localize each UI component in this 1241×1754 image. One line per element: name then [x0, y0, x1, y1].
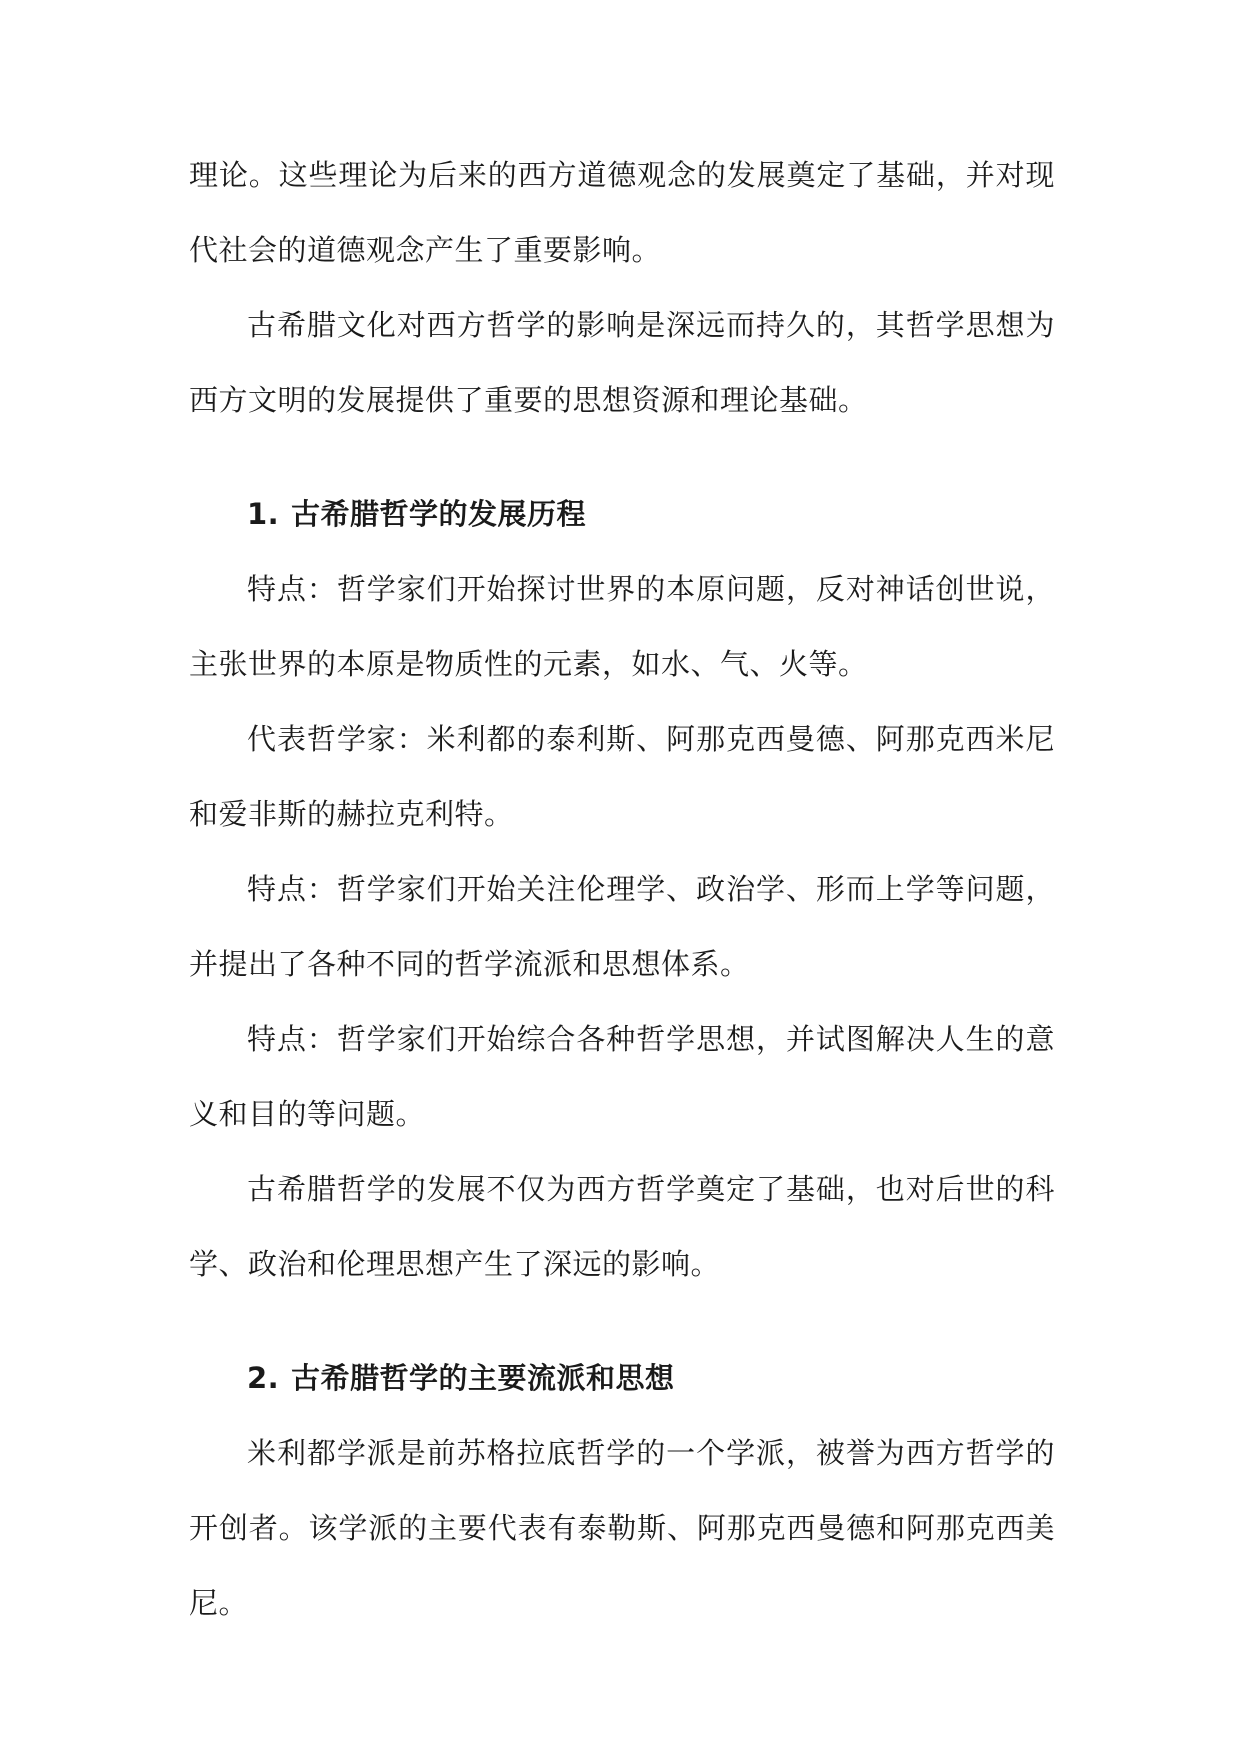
paragraph-development-impact: 古希腊哲学的发展不仅为西方哲学奠定了基础，也对后世的科学、政治和伦理思想产生了深远的影响。	[189, 1172, 1055, 1281]
paragraph-features-synthesis: 特点：哲学家们开始综合各种哲学思想，并试图解决人生的意义和目的等问题。	[189, 1022, 1055, 1131]
section-heading-development	[189, 477, 1055, 552]
section-number: 1.	[247, 497, 280, 531]
paragraph-miletus-school: 米利都学派是前苏格拉底哲学的一个学派，被誉为西方哲学的开创者。该学派的主要代表有泰勒斯、阿那克西曼德和阿那克西美尼。	[189, 1436, 1055, 1620]
paragraph-ethics-foundation: 理论。这些理论为后来的西方道德观念的发展奠定了基础，并对现代社会的道德观念产生了重要影响。	[189, 158, 1055, 267]
paragraph-features-ethics: 特点：哲学家们开始关注伦理学、政治学、形而上学等问题，并提出了各种不同的哲学流派和思想体系。	[189, 872, 1055, 981]
document-page	[189, 138, 1055, 1641]
section-number: 2.	[247, 1361, 280, 1395]
section-gap	[189, 438, 1055, 477]
paragraph-representatives: 代表哲学家：米利都的泰利斯、阿那克西曼德、阿那克西米尼和爱非斯的赫拉克利特。	[189, 722, 1055, 831]
section-title: 古希腊哲学的主要流派和思想	[291, 1361, 675, 1395]
section-gap	[189, 1302, 1055, 1341]
section-title: 古希腊哲学的发展历程	[291, 497, 587, 531]
paragraph-features-origin: 特点：哲学家们开始探讨世界的本原问题，反对神话创世说，主张世界的本原是物质性的元素，如水、气、火等。	[189, 572, 1055, 681]
paragraph-greek-influence: 古希腊文化对西方哲学的影响是深远而持久的，其哲学思想为西方文明的发展提供了重要的思想资源和理论基础。	[189, 308, 1055, 417]
section-heading-schools	[189, 1341, 1055, 1416]
